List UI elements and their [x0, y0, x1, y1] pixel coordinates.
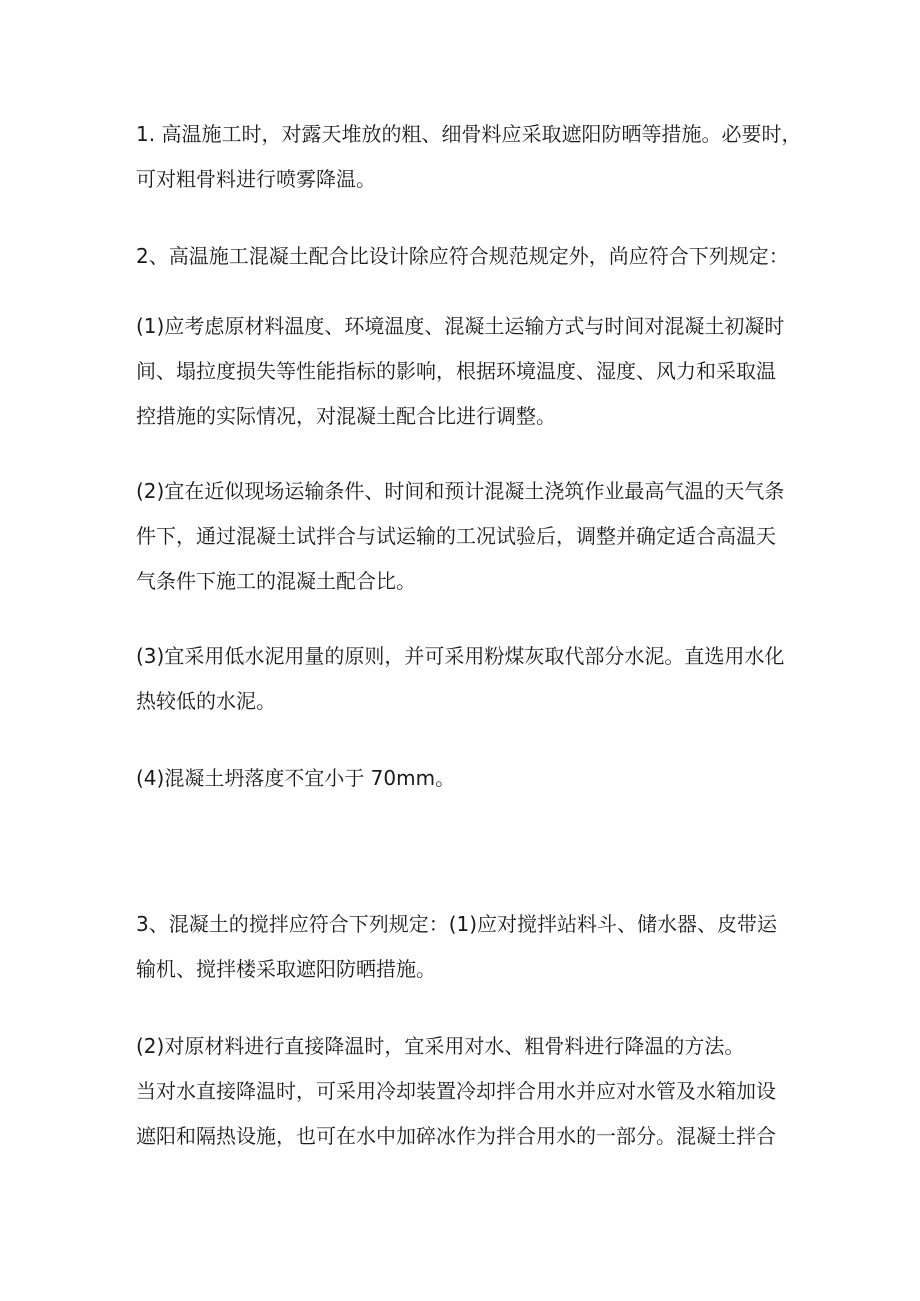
- paragraph-6: [136, 756, 786, 801]
- paragraph-4: [136, 469, 786, 604]
- paragraph-line: 件下，通过混凝土试拌合与试运输的工况试验后，调整并确定适合高温天: [136, 524, 776, 548]
- paragraph-2: [136, 234, 789, 279]
- paragraph-line: (3)宜采用低水泥用量的原则，并可采用粉煤灰取代部分水泥。直选用水化: [136, 644, 785, 668]
- paragraph-line: (4)混凝土坍落度不宜小于 70mm。: [136, 766, 456, 790]
- paragraph-line: (1)应考虑原材料温度、环境温度、混凝土运输方式与时间对混凝土初凝时: [136, 314, 785, 338]
- paragraph-7: [136, 902, 786, 992]
- paragraph-8: [136, 1024, 786, 1159]
- paragraph-1: [136, 112, 802, 202]
- paragraph-line: 控措施的实际情况，对混凝土配合比进行调整。: [136, 404, 556, 428]
- paragraph-3: [136, 304, 786, 439]
- paragraph-line: (2)宜在近似现场运输条件、时间和预计混凝土浇筑作业最高气温的天气条: [136, 479, 785, 503]
- paragraph-line: 2、高温施工混凝土配合比设计除应符合规范规定外，尚应符合下列规定：: [136, 244, 789, 268]
- paragraph-line: 1. 高温施工时，对露天堆放的粗、细骨料应采取遮阳防晒等措施。必要时，: [136, 122, 802, 146]
- paragraph-line: (2)对原材料进行直接降温时，宜采用对水、粗骨料进行降温的方法。: [136, 1034, 745, 1058]
- paragraph-line: 遮阳和隔热设施，也可在水中加碎冰作为拌合用水的一部分。混凝土拌合: [136, 1124, 776, 1148]
- paragraph-line: 当对水直接降温时，可采用冷却装置冷却拌合用水并应对水管及水箱加设: [136, 1079, 776, 1103]
- paragraph-5: [136, 634, 786, 724]
- paragraph-line: 间、塌拉度损失等性能指标的影响，根据环境温度、湿度、风力和采取温: [136, 359, 776, 383]
- paragraph-line: 3、混凝土的搅拌应符合下列规定：(1)应对搅拌站料斗、储水器、皮带运: [136, 912, 778, 936]
- paragraph-line: 气条件下施工的混凝土配合比。: [136, 569, 416, 593]
- paragraph-line: 输机、搅拌楼采取遮阳防晒措施。: [136, 957, 436, 981]
- paragraph-line: 可对粗骨料进行喷雾降温。: [136, 167, 376, 191]
- paragraph-line: 热较低的水泥。: [136, 689, 276, 713]
